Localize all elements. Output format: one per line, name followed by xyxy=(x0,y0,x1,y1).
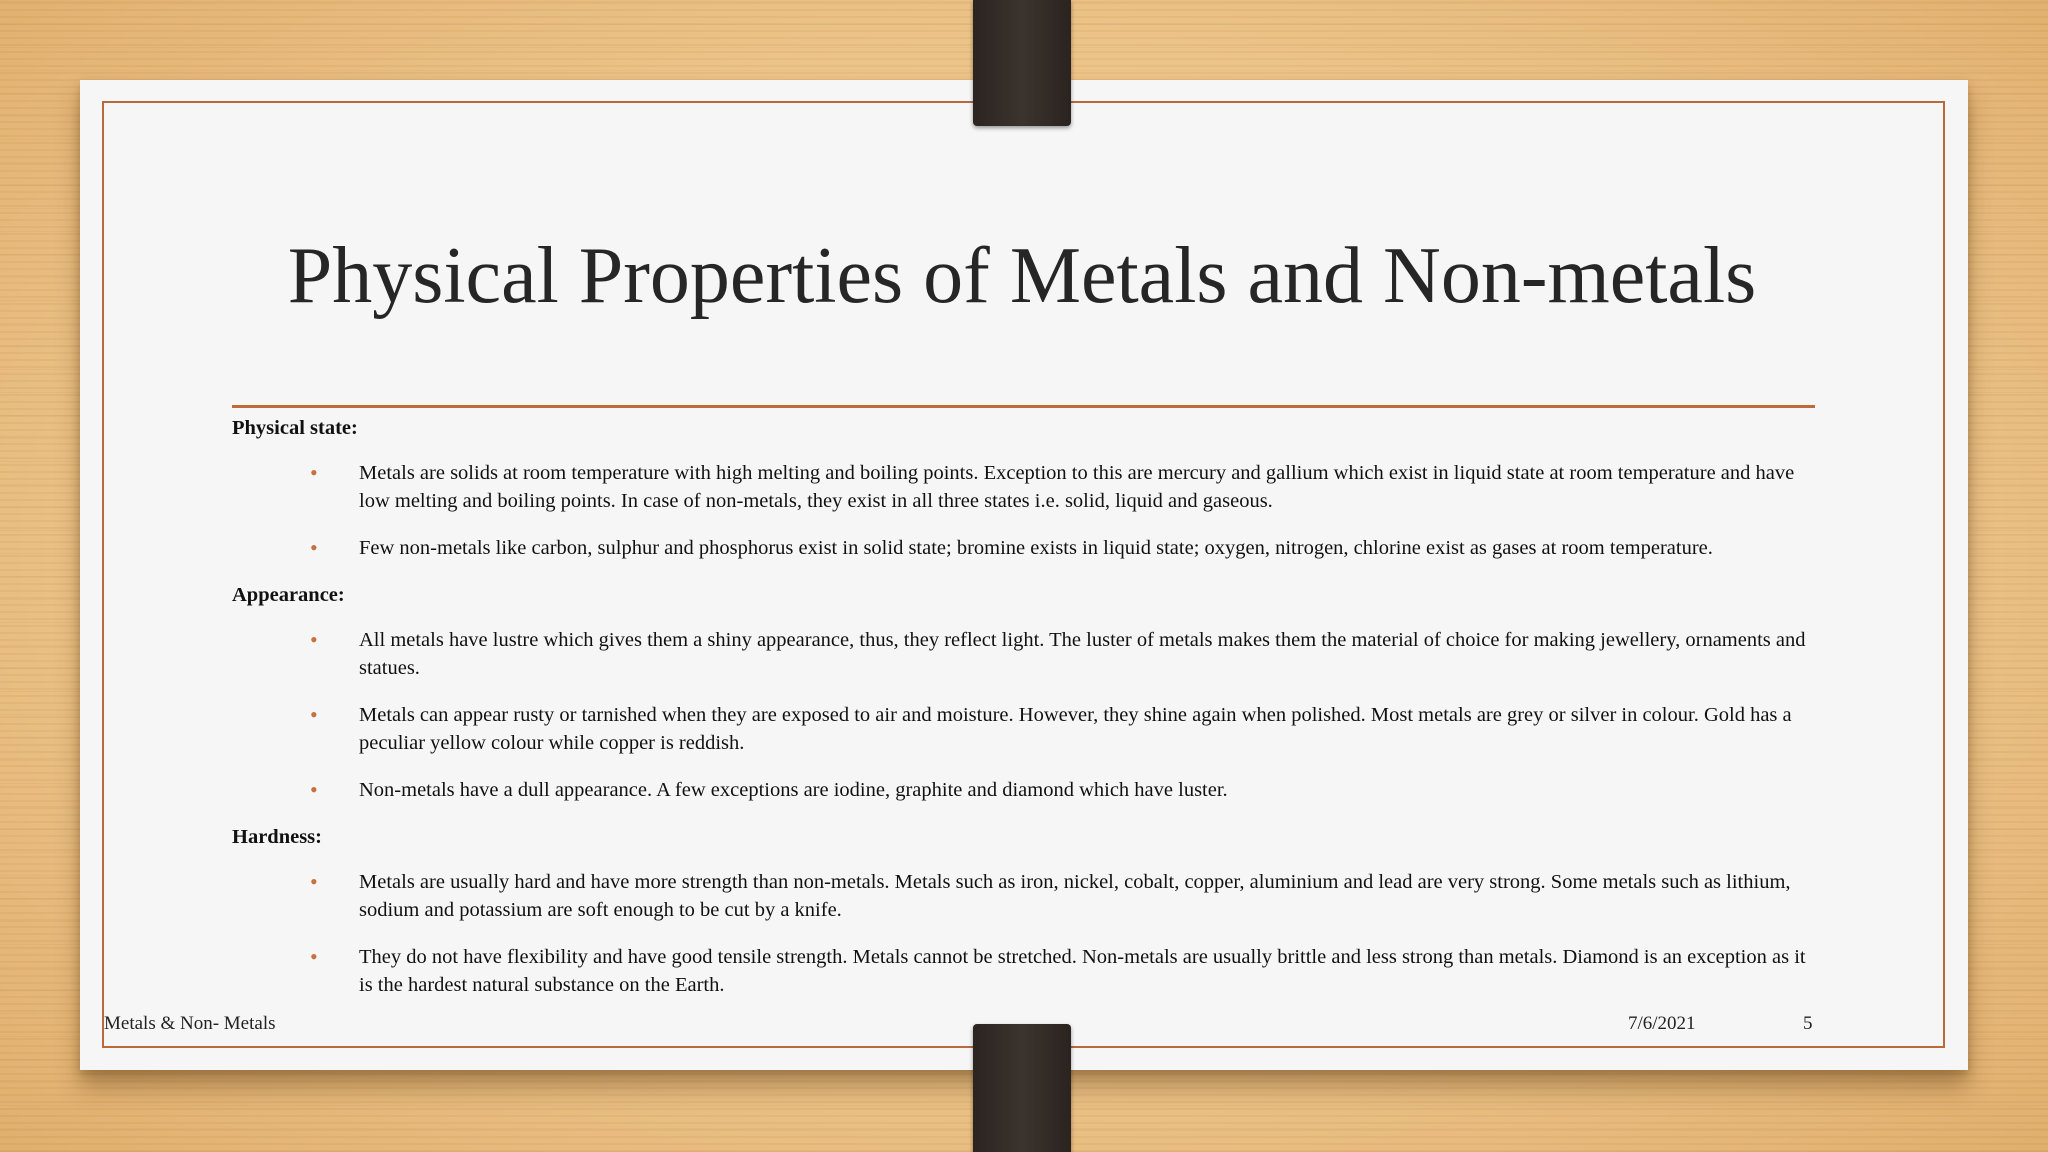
bullet-icon: • xyxy=(310,702,318,727)
title-divider xyxy=(232,405,1815,408)
list-item xyxy=(310,534,1822,562)
bullet-text: They do not have flexibility and have good tensile strength. Metals cannot be stretched. Non-metals are usually brittle and less strong than metals. Diamond is an exception as it is the hardest natural substance on the Earth. xyxy=(359,946,1806,996)
footer-page-number: 5 xyxy=(1803,1013,1813,1034)
bullet-icon: • xyxy=(310,777,318,802)
list-item xyxy=(310,701,1822,757)
section-heading-hardness: Hardness: xyxy=(232,826,322,848)
footer-date: 7/6/2021 xyxy=(1628,1013,1696,1034)
list-item xyxy=(310,943,1822,999)
bullet-text: Few non-metals like carbon, sulphur and phosphorus exist in solid state; bromine exists in liquid state; oxygen, nitrogen, chlorine exist as gases at room temperature. xyxy=(359,537,1713,559)
list-item xyxy=(310,459,1822,515)
list-item xyxy=(310,776,1822,804)
appearance-list xyxy=(232,626,1822,804)
slide-title: Physical Properties of Metals and Non-metals xyxy=(287,232,1757,320)
bullet-text: Metals can appear rusty or tarnished when they are exposed to air and moisture. However, they shine again when polished. Most metals are grey or silver in colour. Gold has a peculiar yellow colour while copper is reddish. xyxy=(359,704,1792,754)
bullet-icon: • xyxy=(310,627,318,652)
section-heading-appearance: Appearance: xyxy=(232,584,345,606)
slide-content xyxy=(232,412,1822,1018)
hardness-list xyxy=(232,868,1822,999)
bullet-icon: • xyxy=(310,460,318,485)
physical-state-list xyxy=(232,459,1822,562)
list-item xyxy=(310,626,1822,682)
bullet-icon: • xyxy=(310,869,318,894)
list-item xyxy=(310,868,1822,924)
bullet-text: Metals are solids at room temperature with high melting and boiling points. Exception to this are mercury and gallium which exist in liquid state at room temperature and have low melting and boiling points. In case of non-metals, they exist in all three states i.e. solid, liquid and gaseous. xyxy=(359,462,1795,512)
bullet-icon: • xyxy=(310,944,318,969)
section-heading-physical-state: Physical state: xyxy=(232,417,358,439)
footer-title: Metals & Non- Metals xyxy=(104,1013,276,1034)
top-binder-strap xyxy=(973,0,1071,126)
bullet-text: All metals have lustre which gives them a shiny appearance, thus, they reflect light. The luster of metals makes them the material of choice for making jewellery, ornaments and statues. xyxy=(359,629,1806,679)
bullet-text: Metals are usually hard and have more strength than non-metals. Metals such as iron, nickel, cobalt, copper, aluminium and lead are very strong. Some metals such as lithium, sodium and potassium are soft enough to be cut by a knife. xyxy=(359,871,1791,921)
bottom-binder-strap xyxy=(973,1024,1071,1152)
bullet-icon: • xyxy=(310,535,318,560)
bullet-text: Non-metals have a dull appearance. A few exceptions are iodine, graphite and diamond which have luster. xyxy=(359,779,1228,801)
